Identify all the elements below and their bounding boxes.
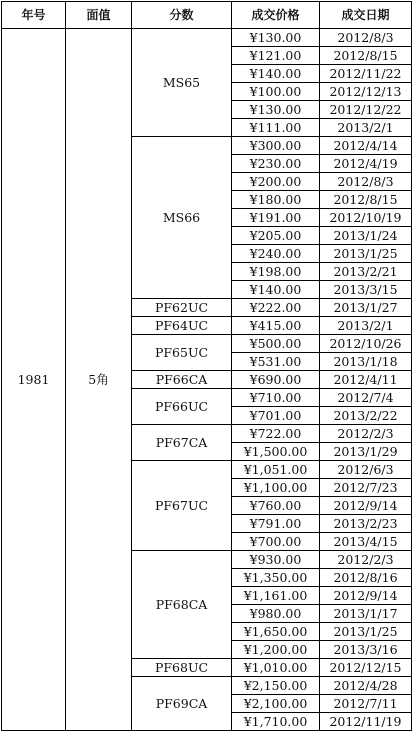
date-cell: 2012/12/13	[320, 83, 412, 101]
price-cell: ¥690.00	[232, 371, 320, 389]
date-cell: 2012/8/15	[320, 47, 412, 65]
header-face-value: 面值	[66, 2, 132, 29]
price-cell: ¥710.00	[232, 389, 320, 407]
price-cell: ¥180.00	[232, 191, 320, 209]
date-cell: 2012/12/22	[320, 101, 412, 119]
date-cell: 2012/9/14	[320, 497, 412, 515]
price-cell: ¥140.00	[232, 65, 320, 83]
coin-price-table	[1, 1, 412, 731]
price-cell: ¥121.00	[232, 47, 320, 65]
table-row	[2, 29, 412, 47]
price-cell: ¥111.00	[232, 119, 320, 137]
price-cell: ¥300.00	[232, 137, 320, 155]
header-year: 年号	[2, 2, 66, 29]
grade-cell: PF68UC	[132, 659, 232, 677]
price-cell: ¥1,650.00	[232, 623, 320, 641]
date-cell: 2012/11/19	[320, 713, 412, 731]
date-cell: 2012/9/14	[320, 587, 412, 605]
grade-cell: PF64UC	[132, 317, 232, 335]
header-price: 成交价格	[232, 2, 320, 29]
grade-cell: PF66CA	[132, 371, 232, 389]
price-cell: ¥1,051.00	[232, 461, 320, 479]
price-cell: ¥100.00	[232, 83, 320, 101]
date-cell: 2012/11/22	[320, 65, 412, 83]
grade-cell: MS66	[132, 137, 232, 299]
grade-cell: PF68CA	[132, 551, 232, 659]
header-grade: 分数	[132, 2, 232, 29]
date-cell: 2012/8/3	[320, 173, 412, 191]
price-cell: ¥205.00	[232, 227, 320, 245]
date-cell: 2012/12/15	[320, 659, 412, 677]
price-cell: ¥200.00	[232, 173, 320, 191]
price-cell: ¥700.00	[232, 533, 320, 551]
date-cell: 2012/10/26	[320, 335, 412, 353]
date-cell: 2012/4/28	[320, 677, 412, 695]
price-cell: ¥791.00	[232, 515, 320, 533]
header-date: 成交日期	[320, 2, 412, 29]
price-cell: ¥531.00	[232, 353, 320, 371]
date-cell: 2013/1/17	[320, 605, 412, 623]
price-cell: ¥980.00	[232, 605, 320, 623]
price-cell: ¥2,100.00	[232, 695, 320, 713]
price-cell: ¥1,010.00	[232, 659, 320, 677]
date-cell: 2012/7/11	[320, 695, 412, 713]
price-cell: ¥191.00	[232, 209, 320, 227]
price-cell: ¥130.00	[232, 101, 320, 119]
price-cell: ¥230.00	[232, 155, 320, 173]
grade-cell: PF69CA	[132, 677, 232, 731]
header-row	[2, 2, 412, 29]
date-cell: 2013/3/15	[320, 281, 412, 299]
grade-cell: PF66UC	[132, 389, 232, 425]
date-cell: 2013/2/21	[320, 263, 412, 281]
date-cell: 2013/1/27	[320, 299, 412, 317]
grade-cell: PF65UC	[132, 335, 232, 371]
price-cell: ¥1,710.00	[232, 713, 320, 731]
date-cell: 2013/1/25	[320, 623, 412, 641]
grade-cell: PF67UC	[132, 461, 232, 551]
date-cell: 2012/6/3	[320, 461, 412, 479]
date-cell: 2013/2/1	[320, 317, 412, 335]
date-cell: 2012/4/14	[320, 137, 412, 155]
price-cell: ¥130.00	[232, 29, 320, 47]
grade-cell: PF62UC	[132, 299, 232, 317]
date-cell: 2013/1/24	[320, 227, 412, 245]
price-cell: ¥415.00	[232, 317, 320, 335]
price-cell: ¥930.00	[232, 551, 320, 569]
date-cell: 2013/1/25	[320, 245, 412, 263]
price-cell: ¥240.00	[232, 245, 320, 263]
price-cell: ¥1,200.00	[232, 641, 320, 659]
price-cell: ¥722.00	[232, 425, 320, 443]
price-cell: ¥1,500.00	[232, 443, 320, 461]
date-cell: 2013/2/23	[320, 515, 412, 533]
date-cell: 2012/8/16	[320, 569, 412, 587]
table-body	[2, 29, 412, 731]
price-cell: ¥1,100.00	[232, 479, 320, 497]
face-value-cell: 5角	[66, 29, 132, 731]
date-cell: 2012/8/15	[320, 191, 412, 209]
price-cell: ¥500.00	[232, 335, 320, 353]
date-cell: 2012/2/3	[320, 425, 412, 443]
price-cell: ¥1,350.00	[232, 569, 320, 587]
price-cell: ¥198.00	[232, 263, 320, 281]
date-cell: 2012/8/3	[320, 29, 412, 47]
date-cell: 2012/7/23	[320, 479, 412, 497]
year-cell: 1981	[2, 29, 66, 731]
price-cell: ¥701.00	[232, 407, 320, 425]
price-cell: ¥140.00	[232, 281, 320, 299]
price-cell: ¥222.00	[232, 299, 320, 317]
date-cell: 2013/2/1	[320, 119, 412, 137]
date-cell: 2012/4/11	[320, 371, 412, 389]
table-header	[2, 2, 412, 29]
date-cell: 2013/1/29	[320, 443, 412, 461]
date-cell: 2013/3/16	[320, 641, 412, 659]
price-cell: ¥2,150.00	[232, 677, 320, 695]
date-cell: 2013/2/22	[320, 407, 412, 425]
grade-cell: MS65	[132, 29, 232, 137]
price-cell: ¥760.00	[232, 497, 320, 515]
date-cell: 2012/2/3	[320, 551, 412, 569]
price-cell: ¥1,161.00	[232, 587, 320, 605]
date-cell: 2012/10/19	[320, 209, 412, 227]
date-cell: 2013/1/18	[320, 353, 412, 371]
date-cell: 2013/4/15	[320, 533, 412, 551]
date-cell: 2012/4/19	[320, 155, 412, 173]
grade-cell: PF67CA	[132, 425, 232, 461]
date-cell: 2012/7/4	[320, 389, 412, 407]
